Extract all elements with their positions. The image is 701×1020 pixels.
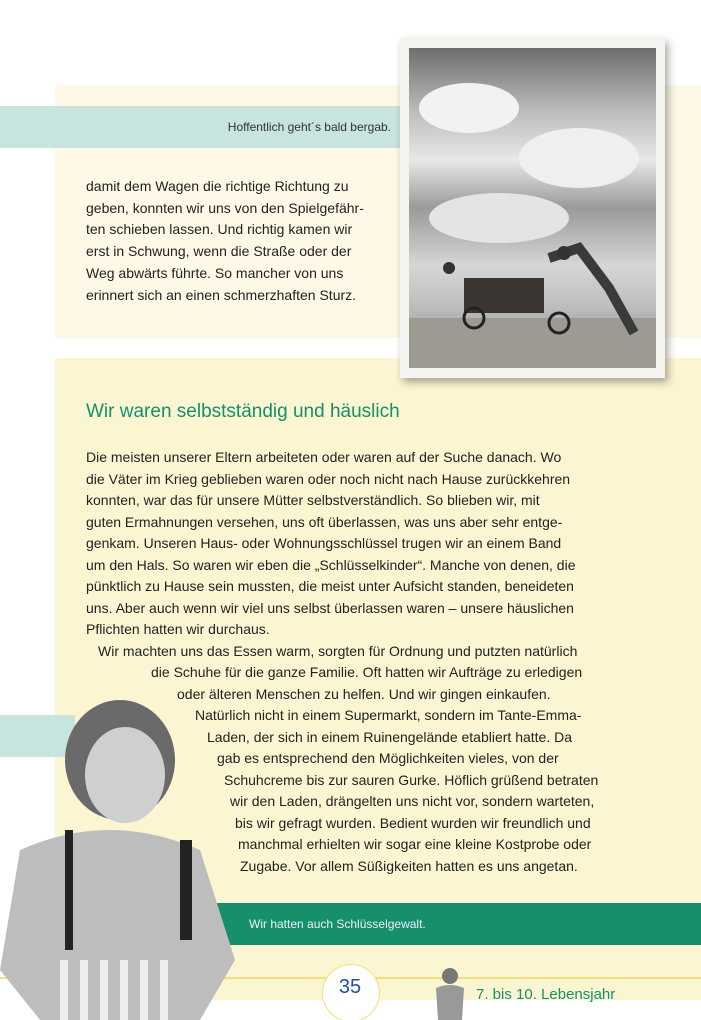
boy-photo	[0, 700, 235, 1020]
text-line: Natürlich nicht in einem Supermarkt, sondern im Tante-Emma-	[195, 707, 582, 723]
boy-photo-caption: Wir hatten auch Schlüsselgewalt.	[249, 917, 426, 931]
text-line: uns. Aber auch wenn wir viel uns selbst überlassen waren – unsere häuslichen	[86, 600, 574, 616]
text-line: Die meisten unserer Eltern arbeiteten oder waren auf der Suche danach. Wo	[86, 449, 562, 465]
chapter-label: 7. bis 10. Lebensjahr	[476, 986, 616, 1003]
text-line: Weg abwärts führte. So mancher von uns	[86, 264, 344, 281]
text-line: gab es entsprechend den Möglichkeiten vieles, von der	[217, 750, 559, 766]
photo-caption: Hoffentlich geht´s bald bergab.	[227, 120, 391, 134]
text-line: um den Hals. So waren wir eben die „Schlüsselkinder“. Manche von denen, die	[86, 557, 576, 573]
section-heading: Wir waren selbstständig und häuslich	[86, 401, 400, 422]
text-line: Schuhcreme bis zur sauren Gurke. Höflich grüßend betraten	[224, 772, 599, 788]
text-line: erinnert sich an einen schmerzhaften Sturz.	[86, 286, 357, 303]
text-line: die Schuhe für die ganze Familie. Oft hatten wir Aufträge zu erledigen	[151, 664, 583, 680]
text-line: Wir machten uns das Essen warm, sorgten für Ordnung und putzten natürlich	[98, 643, 578, 659]
text-line: guten Ermahnungen versehen, uns oft überlassen, was uns aber sehr entge-	[86, 514, 563, 530]
text-line: die Väter im Krieg geblieben waren oder noch nicht nach Hause zurückkehren	[86, 471, 571, 487]
chapter-icon-boy	[430, 966, 470, 1020]
text-line: genkam. Unseren Haus- oder Wohnungsschlüssel trugen wir an einem Band	[86, 535, 562, 551]
text-line: pünktlich zu Hause sein mussten, die meist unter Aufsicht standen, beneideten	[86, 578, 574, 594]
text-line: manchmal erhielten wir sogar eine kleine Kostprobe oder	[238, 836, 592, 852]
text-line: konnten, war das für unsere Mütter selbstverständlich. So blieben wir, mit	[86, 492, 540, 508]
text-line: wir den Laden, drängelten uns nicht vor, sondern warteten,	[230, 793, 595, 809]
photo-frame	[400, 38, 665, 378]
text-line: geben, konnten wir uns von den Spielgefähr-	[86, 199, 364, 216]
text-line: Zugabe. Vor allem Süßigkeiten hatten es uns angetan.	[240, 858, 578, 874]
text-line: Laden, der sich in einem Ruinengelände etabliert hatte. Da	[207, 729, 573, 745]
text-line: oder älteren Menschen zu helfen. Und wir gingen einkaufen.	[177, 686, 551, 702]
text-line: damit dem Wagen die richtige Richtung zu	[86, 178, 349, 194]
text-line: Pflichten hatten wir durchaus.	[86, 621, 270, 637]
cart-photo	[409, 48, 656, 368]
text-line: ten schieben lassen. Und richtig kamen wir	[86, 221, 353, 238]
text-line: bis wir gefragt wurden. Bedient wurden wir freundlich und	[235, 815, 591, 831]
page-number: 35	[338, 976, 362, 998]
text-line: erst in Schwung, wenn die Straße oder der	[86, 243, 352, 260]
intro-paragraph	[86, 176, 364, 306]
